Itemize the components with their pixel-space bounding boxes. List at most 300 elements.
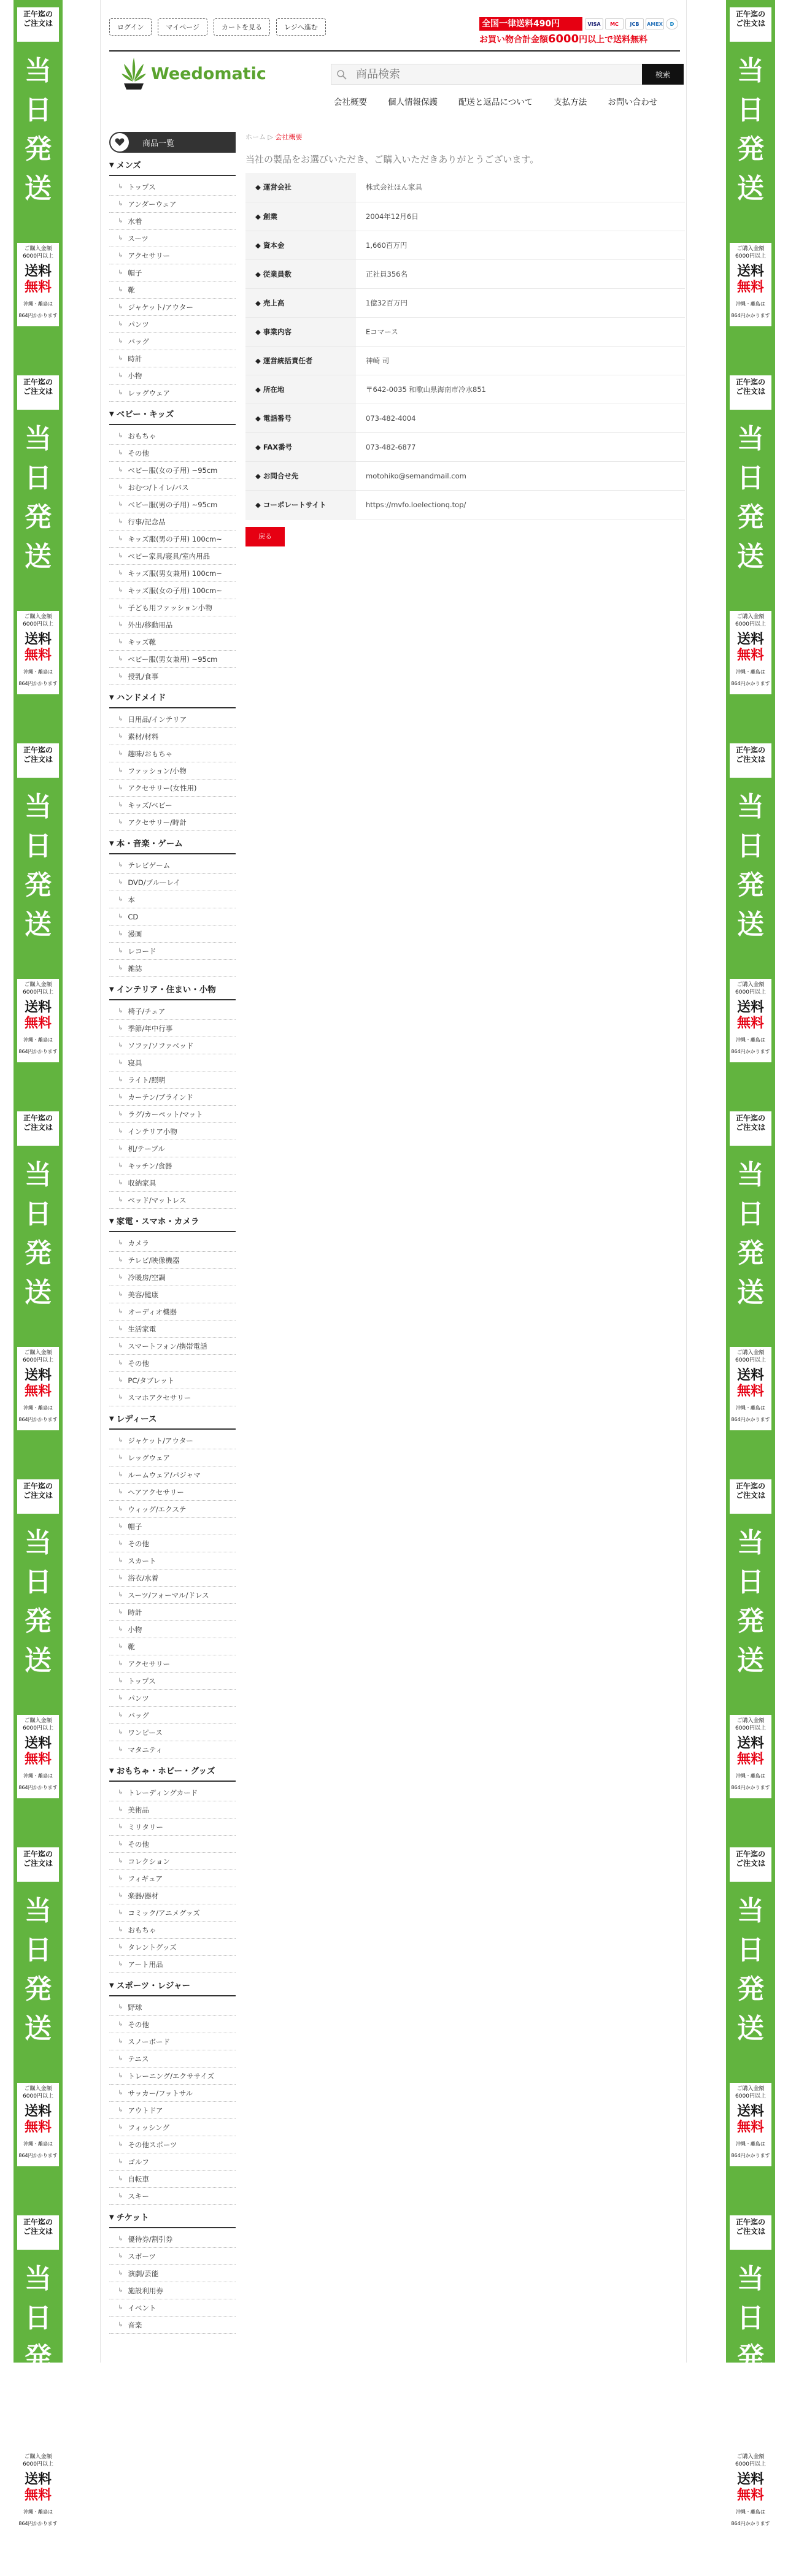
category-item[interactable] [109, 1570, 236, 1587]
free-label: 無料 [736, 1016, 764, 1031]
category-item[interactable] [109, 780, 236, 797]
category-item[interactable] [109, 1604, 236, 1621]
nav-payment[interactable]: 支払方法 [554, 98, 587, 107]
category-item[interactable] [109, 1252, 236, 1269]
sub-arrow-icon: ↳ [118, 767, 123, 774]
checkout-link[interactable]: レジへ進む [276, 18, 326, 36]
category-group-label: インテリア・住まい・小物 [116, 985, 216, 995]
category-item[interactable] [109, 1106, 236, 1123]
category-group-label: ハンドメイド [116, 693, 166, 703]
category-item[interactable] [109, 2050, 236, 2068]
category-group-title[interactable] [109, 1979, 236, 1993]
same-day-shipping-text [14, 1156, 63, 1313]
category-item[interactable] [109, 479, 236, 496]
noon-order-line1: 正午迄の [735, 378, 765, 386]
same-day-char: 発 [737, 870, 764, 901]
category-item[interactable] [109, 316, 236, 333]
category-item[interactable] [109, 1922, 236, 1939]
category-item[interactable] [109, 367, 236, 385]
group-divider [109, 1428, 236, 1430]
category-item[interactable] [109, 1157, 236, 1175]
promo-block [14, 736, 63, 1104]
sub-arrow-icon: ↳ [118, 1488, 123, 1495]
search-button[interactable]: 検索 [642, 64, 684, 85]
category-item-label: トレーニング/エクササイズ [128, 2071, 215, 2080]
purchase-amount-value: 6000円以上 [23, 621, 53, 627]
shipping-label: 送料 [736, 1736, 764, 1751]
chevron-down-icon: ▼ [109, 162, 114, 169]
category-item[interactable] [109, 1904, 236, 1922]
category-header [109, 132, 236, 153]
category-item-label: カメラ [128, 1238, 149, 1248]
sub-arrow-icon: ↳ [118, 1557, 123, 1564]
category-item[interactable] [109, 565, 236, 582]
shipping-label: 送料 [736, 264, 764, 279]
promo-block [726, 736, 775, 1104]
category-item-label: イベント [128, 2303, 156, 2312]
promo-block [14, 0, 63, 368]
category-item-label: 自転車 [128, 2174, 149, 2183]
noon-order-line1: 正午迄の [23, 1850, 53, 1858]
noon-order-box [730, 7, 771, 42]
sub-arrow-icon: ↳ [118, 1574, 123, 1581]
purchase-amount-value: 6000円以上 [23, 989, 53, 995]
category-item[interactable] [109, 616, 236, 634]
category-list [109, 1003, 236, 1209]
same-day-char: 当 [737, 1159, 764, 1190]
sub-arrow-icon: ↳ [118, 432, 123, 439]
category-item[interactable] [109, 1071, 236, 1089]
free-shipping-box [17, 243, 59, 326]
condition-pre: お買い物合計金額 [479, 35, 548, 45]
noon-order-line1: 正午迄の [735, 746, 765, 754]
category-item[interactable] [109, 874, 236, 891]
sub-arrow-icon: ↳ [118, 217, 123, 224]
category-item[interactable] [109, 213, 236, 230]
table-row [245, 432, 685, 461]
category-item-label: その他 [128, 1539, 149, 1548]
category-item[interactable] [109, 1836, 236, 1853]
remote-note-2: 864円かかります [18, 1785, 58, 1790]
category-item-label: ワンピース [128, 1728, 163, 1737]
category-item[interactable] [109, 2119, 236, 2136]
category-item-label: 楽器/器材 [128, 1891, 159, 1900]
free-label: 無料 [24, 1384, 52, 1399]
category-item[interactable] [109, 2033, 236, 2050]
noon-order-line2: ご注文は [23, 755, 53, 764]
category-item[interactable] [109, 960, 236, 977]
category-item-label: 外出/移動用品 [128, 620, 173, 629]
category-item[interactable] [109, 2136, 236, 2153]
category-item[interactable] [109, 1552, 236, 1570]
category-item-label: パンツ [128, 1693, 149, 1703]
category-item[interactable] [109, 1535, 236, 1552]
table-row [245, 259, 685, 288]
noon-order-line2: ご注文は [23, 19, 53, 28]
sub-arrow-icon: ↳ [118, 1024, 123, 1032]
category-item[interactable] [109, 1484, 236, 1501]
category-item-label: 優待券/割引券 [128, 2234, 173, 2244]
category-item[interactable] [109, 1054, 236, 1071]
category-item-label: トップス [128, 1676, 156, 1685]
company-info-table [245, 173, 685, 519]
category-item-label: スノーボード [128, 2037, 171, 2046]
category-item-label: スーツ/フォーマル/ドレス [128, 1590, 209, 1600]
category-item[interactable] [109, 1269, 236, 1286]
sub-arrow-icon: ↳ [118, 500, 123, 508]
info-value: 073-482-6877 [356, 432, 685, 461]
category-item-label: 収納家具 [128, 1178, 156, 1187]
category-item[interactable] [109, 350, 236, 367]
category-item[interactable] [109, 1432, 236, 1449]
sub-arrow-icon: ↳ [118, 449, 123, 456]
free-label: 無料 [24, 1752, 52, 1767]
category-item-label: その他 [128, 448, 149, 458]
category-item[interactable] [109, 1338, 236, 1355]
category-group-label: レディース [116, 1414, 157, 1424]
category-item-label: 授乳/食事 [128, 672, 159, 681]
shipping-label: 送料 [24, 264, 52, 279]
search-bar [331, 64, 684, 85]
category-item[interactable] [109, 857, 236, 874]
category-group-title[interactable] [109, 837, 236, 851]
category-item[interactable] [109, 2188, 236, 2205]
category-item-label: おむつ/トイレ/バス [128, 483, 189, 492]
category-item-label: サッカー/フットサル [128, 2088, 193, 2098]
free-shipping-box [730, 2083, 771, 2166]
category-item[interactable] [109, 634, 236, 651]
category-item-label: 水着 [128, 217, 142, 226]
category-item[interactable] [109, 1741, 236, 1758]
category-item[interactable] [109, 1587, 236, 1604]
category-item[interactable] [109, 1140, 236, 1157]
category-item[interactable] [109, 943, 236, 960]
free-label: 無料 [736, 2488, 764, 2503]
purchase-amount-label: ご購入金額 [24, 1350, 52, 1356]
category-item-label: キッズ服(女の子用) 100cm~ [128, 586, 222, 595]
same-day-char: 発 [737, 1974, 764, 2005]
remote-note-1: 沖縄・離島は [23, 1773, 53, 1779]
same-day-shipping-text [14, 1892, 63, 2049]
nav-contact[interactable]: お問い合わせ [608, 98, 658, 107]
category-item[interactable] [109, 926, 236, 943]
category-item[interactable] [109, 496, 236, 513]
category-item[interactable] [109, 462, 236, 479]
category-item[interactable] [109, 247, 236, 264]
info-value: 1,660百万円 [356, 231, 685, 259]
category-item[interactable] [109, 1321, 236, 1338]
category-group-title[interactable] [109, 1765, 236, 1778]
sub-arrow-icon: ↳ [118, 1591, 123, 1598]
category-item-label: レッグウェア [128, 1453, 170, 1462]
category-group [109, 1215, 236, 1406]
card-logos [585, 18, 678, 29]
promo-block [726, 1472, 775, 1840]
category-group-title[interactable] [109, 1215, 236, 1229]
category-group-title[interactable] [109, 691, 236, 705]
free-label: 無料 [736, 648, 764, 663]
sub-arrow-icon: ↳ [118, 1711, 123, 1719]
sub-arrow-icon: ↳ [118, 1110, 123, 1117]
noon-order-line1: 正午迄の [735, 1482, 765, 1490]
category-item[interactable] [109, 1286, 236, 1303]
category-item[interactable] [109, 2231, 236, 2248]
noon-order-line2: ご注文は [23, 1859, 53, 1868]
same-day-shipping-text [14, 1524, 63, 1681]
category-item[interactable] [109, 1372, 236, 1389]
sub-arrow-icon: ↳ [118, 1660, 123, 1667]
category-item[interactable] [109, 178, 236, 196]
sub-arrow-icon: ↳ [118, 483, 123, 491]
category-item[interactable] [109, 1724, 236, 1741]
same-day-char: 発 [737, 1238, 764, 1269]
remote-note-1: 沖縄・離島は [736, 1037, 765, 1043]
category-item[interactable] [109, 2171, 236, 2188]
same-day-char: 当 [737, 423, 764, 454]
noon-order-box [17, 2215, 59, 2250]
purchase-amount-value: 6000円以上 [23, 2093, 53, 2099]
category-item[interactable] [109, 1638, 236, 1655]
free-shipping-box [17, 611, 59, 694]
category-item[interactable] [109, 1887, 236, 1904]
remote-note-2: 864円かかります [731, 1417, 770, 1422]
category-item[interactable] [109, 2085, 236, 2102]
info-key: ◆ 運営会社 [245, 173, 356, 202]
same-day-char: 送 [25, 1645, 52, 1676]
nav-privacy[interactable]: 個人情報保護 [388, 98, 438, 107]
category-item[interactable] [109, 1853, 236, 1870]
back-button[interactable]: 戻る [245, 527, 285, 546]
info-value: 1億32百万円 [356, 288, 685, 317]
category-item[interactable] [109, 728, 236, 745]
sub-arrow-icon: ↳ [118, 320, 123, 328]
shipping-label: 送料 [24, 2104, 52, 2119]
sub-arrow-icon: ↳ [118, 2141, 123, 2148]
group-divider [109, 707, 236, 708]
category-item[interactable] [109, 1235, 236, 1252]
leaf-logo-icon [120, 56, 147, 91]
remote-note-2: 864円かかります [18, 313, 58, 318]
category-item[interactable] [109, 299, 236, 316]
category-item[interactable] [109, 1819, 236, 1836]
purchase-amount-label: ご購入金額 [736, 614, 765, 620]
remote-note-1: 沖縄・離島は [23, 2141, 53, 2147]
remote-note-1: 沖縄・離島は [736, 2509, 765, 2515]
purchase-amount-value: 6000円以上 [23, 253, 53, 259]
category-item-label: 生活家電 [128, 1324, 156, 1333]
promo-block [14, 368, 63, 736]
category-item[interactable] [109, 1449, 236, 1466]
category-group-label: ベビー・キッズ [116, 410, 174, 420]
remote-note-1: 沖縄・離島は [23, 1037, 53, 1043]
same-day-char: 発 [25, 1974, 52, 2005]
category-item[interactable] [109, 282, 236, 299]
category-item[interactable] [109, 531, 236, 548]
category-item[interactable] [109, 1501, 236, 1518]
category-item[interactable] [109, 1999, 236, 2016]
category-item[interactable] [109, 762, 236, 780]
category-item[interactable] [109, 1355, 236, 1372]
purchase-amount-value: 6000円以上 [735, 1725, 766, 1731]
category-item-label: コレクション [128, 1857, 170, 1866]
category-item[interactable] [109, 1003, 236, 1020]
promo-block [726, 368, 775, 736]
same-day-char: 当 [737, 1527, 764, 1558]
remote-note-1: 沖縄・離島は [23, 2509, 53, 2515]
category-item[interactable] [109, 1020, 236, 1037]
category-group-title[interactable] [109, 159, 236, 172]
category-item[interactable] [109, 1784, 236, 1801]
category-item[interactable] [109, 1621, 236, 1638]
purchase-amount-label: ご購入金額 [736, 246, 765, 252]
category-group-title[interactable] [109, 2211, 236, 2225]
same-day-char: 発 [25, 134, 52, 165]
sub-arrow-icon: ↳ [118, 466, 123, 473]
category-item[interactable] [109, 196, 236, 213]
category-item[interactable] [109, 599, 236, 616]
category-item-label: バッグ [128, 1711, 149, 1720]
category-item[interactable] [109, 1089, 236, 1106]
category-item[interactable] [109, 333, 236, 350]
sub-arrow-icon: ↳ [118, 672, 123, 680]
login-link[interactable]: ログイン [109, 18, 152, 36]
same-day-char: 日 [737, 1198, 764, 1230]
shipping-label: 送料 [24, 632, 52, 647]
category-item[interactable] [109, 908, 236, 926]
category-item-label: ジャケット/アウター [128, 302, 193, 312]
category-item-label: その他 [128, 2020, 149, 2029]
category-item[interactable] [109, 651, 236, 668]
sub-arrow-icon: ↳ [118, 1892, 123, 1899]
category-item-label: ベビー服(男の子用) ~95cm [128, 500, 218, 509]
category-item[interactable] [109, 1303, 236, 1321]
category-item[interactable] [109, 1389, 236, 1406]
category-item[interactable] [109, 1037, 236, 1054]
category-item[interactable] [109, 2016, 236, 2033]
sub-arrow-icon: ↳ [118, 604, 123, 611]
category-item[interactable] [109, 1939, 236, 1956]
same-day-char: 日 [737, 1566, 764, 1598]
category-item[interactable] [109, 1707, 236, 1724]
category-item[interactable] [109, 1673, 236, 1690]
category-item[interactable] [109, 548, 236, 565]
noon-order-box [17, 1847, 59, 1882]
category-item[interactable] [109, 891, 236, 908]
category-item[interactable] [109, 1175, 236, 1192]
sub-arrow-icon: ↳ [118, 1273, 123, 1281]
category-item-label: コミック/アニメグッズ [128, 1908, 200, 1917]
noon-order-line2: ご注文は [735, 19, 765, 28]
category-item-label: 雑誌 [128, 964, 142, 973]
info-key: ◆ 創業 [245, 202, 356, 231]
category-item[interactable] [109, 513, 236, 531]
sub-arrow-icon: ↳ [118, 1694, 123, 1701]
promo-block [14, 1104, 63, 1472]
same-day-char: 日 [25, 1198, 52, 1230]
category-item-label: その他スポーツ [128, 2140, 177, 2149]
category-item[interactable] [109, 2102, 236, 2119]
free-shipping-box [17, 979, 59, 1062]
category-item[interactable] [109, 2068, 236, 2085]
category-item[interactable] [109, 385, 236, 402]
search-input[interactable] [331, 64, 642, 84]
same-day-char: 発 [25, 870, 52, 901]
breadcrumb-home[interactable]: ホーム [245, 133, 266, 141]
same-day-char: 日 [737, 94, 764, 126]
category-item[interactable] [109, 711, 236, 728]
category-item[interactable] [109, 1870, 236, 1887]
free-label: 無料 [24, 2488, 52, 2503]
visa-icon: VISA [585, 18, 603, 29]
sub-arrow-icon: ↳ [118, 1239, 123, 1246]
category-item[interactable] [109, 1123, 236, 1140]
category-item-label: おもちゃ [128, 431, 156, 440]
site-logo[interactable] [120, 56, 266, 91]
sub-arrow-icon: ↳ [118, 1093, 123, 1100]
category-item[interactable] [109, 582, 236, 599]
category-item[interactable] [109, 2317, 236, 2334]
nav-shipping-returns[interactable]: 配送と返品について [458, 98, 533, 107]
category-item[interactable] [109, 1192, 236, 1209]
sub-arrow-icon: ↳ [118, 732, 123, 740]
category-item-label: DVD/ブルーレイ [128, 878, 180, 887]
category-item[interactable] [109, 797, 236, 814]
category-group-title[interactable] [109, 983, 236, 997]
view-cart-link[interactable]: カートを見る [214, 18, 270, 36]
category-item[interactable] [109, 2265, 236, 2282]
category-group-title[interactable] [109, 408, 236, 421]
category-item[interactable] [109, 2282, 236, 2299]
mypage-link[interactable]: マイページ [158, 18, 207, 36]
category-item[interactable] [109, 1518, 236, 1535]
same-day-char: 日 [25, 462, 52, 494]
info-value: 株式会社ほん家具 [356, 173, 685, 202]
remote-note-2: 864円かかります [731, 2153, 770, 2158]
category-item[interactable] [109, 745, 236, 762]
noon-order-line1: 正午迄の [23, 378, 53, 386]
category-item-label: キッズ靴 [128, 637, 156, 646]
category-item[interactable] [109, 1801, 236, 1819]
same-day-char: 発 [25, 2342, 52, 2373]
info-value: motohiko@semandmail.com [356, 461, 685, 490]
info-value: 神崎 司 [356, 346, 685, 375]
category-item[interactable] [109, 814, 236, 831]
category-group-title[interactable] [109, 1413, 236, 1426]
sub-arrow-icon: ↳ [118, 1308, 123, 1315]
category-item[interactable] [109, 427, 236, 445]
category-item[interactable] [109, 264, 236, 282]
category-item-label: マタニティ [128, 1745, 163, 1754]
category-item[interactable] [109, 1655, 236, 1673]
shipping-label: 送料 [24, 1368, 52, 1383]
category-item[interactable] [109, 1956, 236, 1973]
sub-arrow-icon: ↳ [118, 2106, 123, 2114]
category-item[interactable] [109, 230, 236, 247]
promo-block [726, 0, 775, 368]
category-item[interactable] [109, 2248, 236, 2265]
category-item[interactable] [109, 2299, 236, 2317]
diners-icon: D [666, 18, 678, 29]
category-item[interactable] [109, 445, 236, 462]
category-item-label: バッグ [128, 337, 149, 346]
chevron-down-icon: ▼ [109, 694, 114, 701]
category-item[interactable] [109, 2153, 236, 2171]
purchase-amount-value: 6000円以上 [735, 253, 766, 259]
category-item[interactable] [109, 1690, 236, 1707]
category-item[interactable] [109, 668, 236, 685]
nav-company[interactable]: 会社概要 [334, 98, 367, 107]
category-item[interactable] [109, 1466, 236, 1484]
